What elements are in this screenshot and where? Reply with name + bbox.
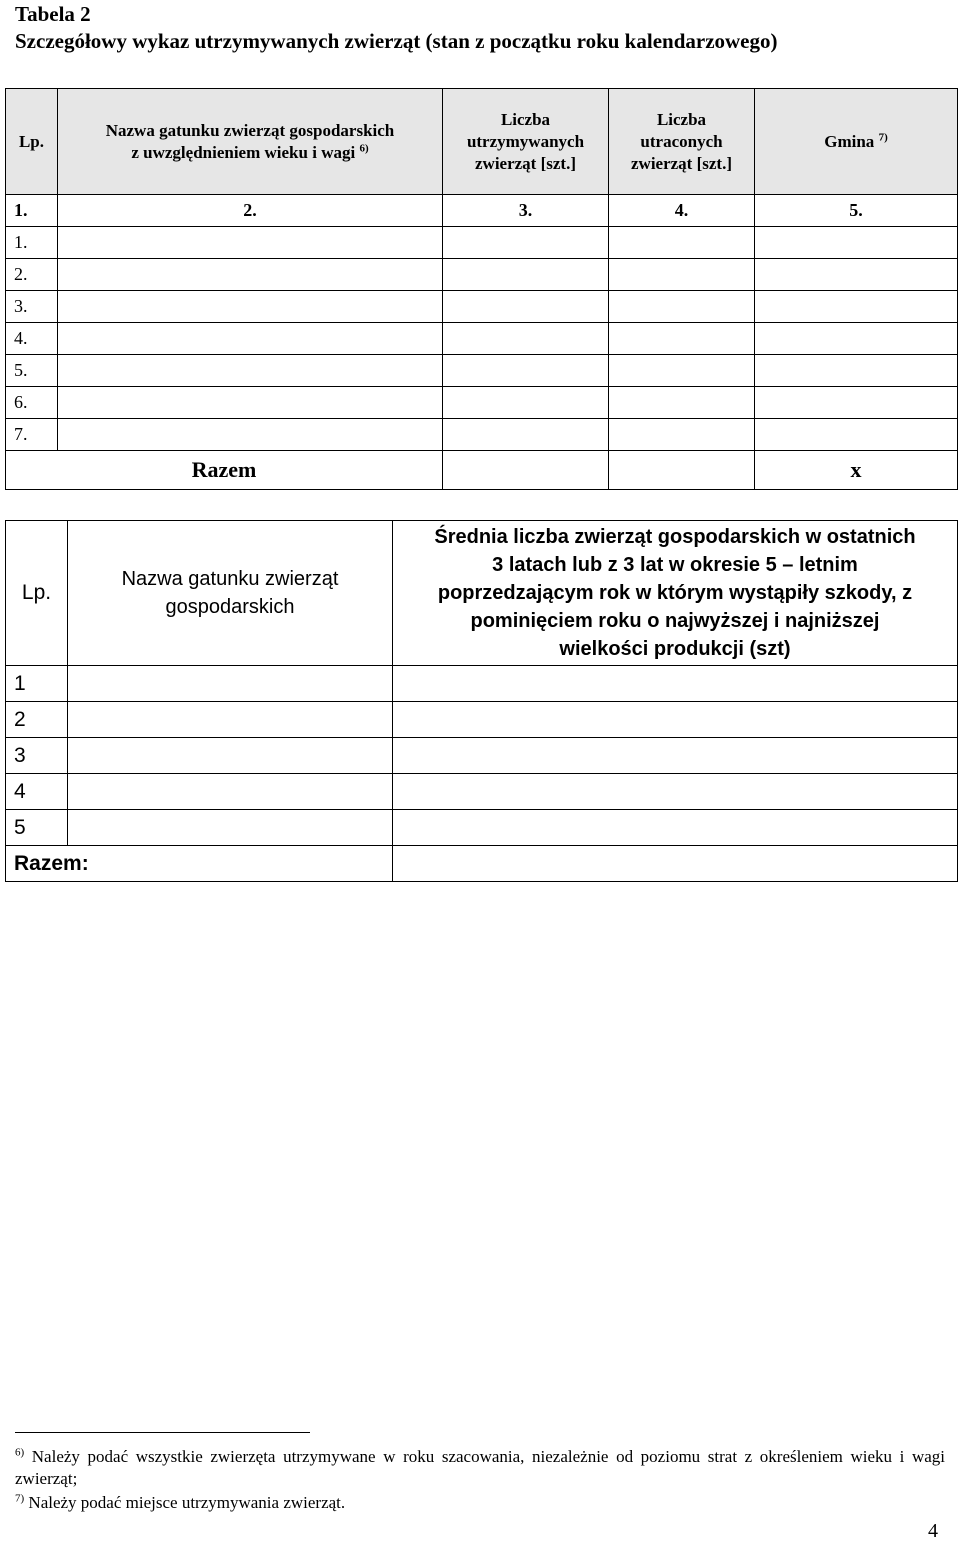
average-cell[interactable] [393,810,958,846]
footnote-6-mark: 6) [15,1446,25,1459]
kept-cell[interactable] [443,323,609,355]
species-cell[interactable] [58,227,443,259]
total-label: Razem [6,451,443,490]
header-lp: Lp. [6,521,68,666]
average-cell[interactable] [393,774,958,810]
header-species-line2-text: z uwzględnieniem wieku i wagi [131,142,356,162]
average-cell[interactable] [393,738,958,774]
header-gmina-text: Gmina [824,131,875,151]
total-label: Razem: [6,846,393,882]
species-cell[interactable] [58,323,443,355]
table-subtitle: Szczegółowy wykaz utrzymywanych zwierząt (stan z początku roku kalendarzowego) [15,29,778,53]
header-lost-line1: Liczba [656,109,707,129]
column-number: 3. [443,195,609,227]
header-average-line1: Średnia liczba zwierząt gospodarskich w ostatnich [434,526,916,548]
kept-cell[interactable] [443,355,609,387]
table2-header-row [6,521,958,666]
table-row [6,702,958,738]
total-lost-cell[interactable] [609,451,755,490]
lost-cell[interactable] [609,259,755,291]
header-lost-count [609,89,755,195]
column-number: 4. [609,195,755,227]
column-number: 2. [58,195,443,227]
row-number: 7. [6,419,58,451]
header-average-line3: poprzedzającym rok w którym wystąpiły szkody, z [437,582,913,604]
lost-cell[interactable] [609,227,755,259]
table-row [6,323,958,355]
footnote-7 [15,1492,345,1514]
table-row [6,259,958,291]
footnote-6-text: Należy podać wszystkie zwierzęta utrzymywane w roku szacowania, niezależnie od poziomu strat z określeniem wieku i wagi zwierząt; [15,1447,945,1488]
gmina-cell[interactable] [755,419,958,451]
gmina-cell[interactable] [755,323,958,355]
page-number: 4 [928,1520,938,1542]
header-species [58,89,443,195]
kept-cell[interactable] [443,291,609,323]
header-kept-line1: Liczba [500,109,551,129]
average-cell[interactable] [393,666,958,702]
total-average-cell[interactable] [393,846,958,882]
lost-cell[interactable] [609,291,755,323]
table-row [6,666,958,702]
header-lost-line2: utraconych [640,131,723,151]
species-cell[interactable] [68,702,393,738]
column-number-row [6,195,958,227]
table-header-row [6,89,958,195]
row-number: 3. [6,291,58,323]
header-kept-line3: zwierząt [szt.] [475,153,576,173]
lost-cell[interactable] [609,419,755,451]
header-average [393,521,958,666]
column-number: 1. [6,195,58,227]
header-species-line1: Nazwa gatunku zwierząt [121,568,339,590]
gmina-cell[interactable] [755,387,958,419]
species-cell[interactable] [58,387,443,419]
species-cell[interactable] [68,738,393,774]
header-lp: Lp. [6,89,58,195]
row-number: 1. [6,227,58,259]
row-number: 5 [6,810,68,846]
species-cell[interactable] [58,419,443,451]
total-gmina-cell: x [755,451,958,490]
gmina-cell[interactable] [755,291,958,323]
lost-cell[interactable] [609,387,755,419]
column-number: 5. [755,195,958,227]
row-number: 1 [6,666,68,702]
header-average-line5: wielkości produkcji (szt) [559,638,791,660]
table-row [6,810,958,846]
total-row [6,451,958,490]
total-kept-cell[interactable] [443,451,609,490]
species-cell[interactable] [58,355,443,387]
total-row [6,846,958,882]
header-species-line2: gospodarskich [165,596,295,618]
header-kept-line2: utrzymywanych [466,131,585,151]
kept-cell[interactable] [443,259,609,291]
row-number: 2. [6,259,58,291]
footnote-ref-7: 7) [878,130,888,143]
table-row [6,419,958,451]
table-row [6,774,958,810]
header-lost-line3: zwierząt [szt.] [631,153,732,173]
table-title: Tabela 2 [15,2,91,26]
header-gmina [755,89,958,195]
footnote-separator [15,1432,310,1433]
table-row [6,355,958,387]
lost-cell[interactable] [609,323,755,355]
row-number: 4. [6,323,58,355]
animals-table [5,88,958,490]
species-cell[interactable] [58,291,443,323]
gmina-cell[interactable] [755,227,958,259]
species-cell[interactable] [58,259,443,291]
header-species-line2 [58,142,442,164]
header-species-line1: Nazwa gatunku zwierząt gospodarskich [105,120,395,140]
average-animals-table [5,520,958,882]
row-number: 2 [6,702,68,738]
row-number: 4 [6,774,68,810]
footnote-7-mark: 7) [15,1492,25,1505]
lost-cell[interactable] [609,355,755,387]
average-cell[interactable] [393,702,958,738]
gmina-cell[interactable] [755,355,958,387]
species-cell[interactable] [68,666,393,702]
header-kept-count [443,89,609,195]
kept-cell[interactable] [443,227,609,259]
row-number: 3 [6,738,68,774]
row-number: 5. [6,355,58,387]
kept-cell[interactable] [443,387,609,419]
table-row [6,227,958,259]
table-row [6,738,958,774]
footnote-6 [15,1446,945,1490]
header-average-line2: 3 latach lub z 3 lat w okresie 5 – letnim [492,554,858,576]
gmina-cell[interactable] [755,259,958,291]
table-row [6,291,958,323]
table-row [6,387,958,419]
row-number: 6. [6,387,58,419]
species-cell[interactable] [68,810,393,846]
footnote-7-text: Należy podać miejsce utrzymywania zwierząt. [28,1493,346,1512]
kept-cell[interactable] [443,419,609,451]
species-cell[interactable] [68,774,393,810]
header-average-line4: pominięciem roku o najwyższej i najniższej [470,610,880,632]
header-species [68,521,393,666]
footnote-ref-6: 6) [359,141,369,154]
